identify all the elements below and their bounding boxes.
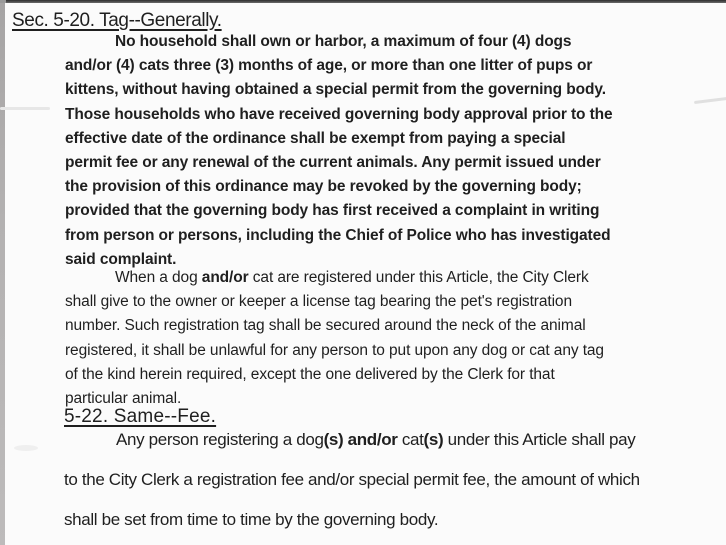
text-segment: of the kind herein required, except the one delivered by the Clerk for that — [65, 365, 555, 383]
text-segment: particular animal. — [65, 389, 182, 407]
bold-text-segment: (s) — [423, 430, 444, 449]
scan-streak-right — [694, 97, 726, 104]
paragraph-license-tag — [65, 266, 604, 411]
text-line — [65, 54, 613, 78]
text-segment: shall be set from time to time by the governing body. — [64, 510, 439, 529]
scan-edge-top — [6, 0, 726, 3]
text-line — [65, 199, 613, 223]
text-line — [65, 103, 613, 127]
text-segment: Any person registering a dog — [116, 430, 324, 449]
text-segment: kittens, without having obtained a special permit from the governing body. — [65, 81, 606, 99]
text-line — [65, 224, 613, 248]
text-segment: permit fee or any renewal of the current animals. Any permit issued under — [65, 153, 601, 171]
text-line — [64, 420, 640, 460]
text-line — [64, 500, 640, 540]
text-line — [65, 314, 604, 338]
text-line — [65, 78, 613, 102]
text-segment: from person or persons, including the Chief of Police who has investigated — [65, 226, 611, 244]
section-heading-tag-generally: Sec. 5-20. Tag--Generally. — [12, 10, 222, 31]
text-line — [65, 363, 604, 387]
text-line — [65, 175, 613, 199]
paragraph-registration-fee — [64, 420, 640, 540]
text-line — [65, 30, 613, 54]
paragraph-permit-rules — [65, 30, 613, 272]
text-line — [65, 266, 604, 290]
text-segment: number. Such registration tag shall be secured around the neck of the animal — [65, 317, 586, 335]
text-segment: cat — [397, 430, 424, 449]
text-line — [65, 151, 613, 175]
text-line — [65, 339, 604, 363]
bold-text-segment: (s) — [323, 430, 344, 449]
text-segment: When a dog — [115, 269, 202, 286]
text-segment: under this Article shall pay — [443, 430, 636, 449]
bold-text-segment: and/or — [201, 269, 249, 286]
text-segment: said complaint. — [65, 250, 177, 268]
text-segment: the provision of this ordinance may be revoked by the governing body; — [65, 178, 582, 196]
text-line — [65, 127, 613, 151]
text-segment: provided that the governing body has first received a complaint in writing — [65, 202, 600, 220]
text-segment: shall give to the owner or keeper a license tag bearing the pet's registration — [65, 293, 572, 311]
text-segment: and/or (4) cats three (3) months of age, or more than one litter of pups or — [65, 57, 593, 75]
text-segment: No household shall own or harbor, a maximum of four (4) dogs — [115, 33, 572, 50]
text-line — [64, 460, 640, 500]
text-segment: to the City Clerk a registration fee and/or special permit fee, the amount of which — [64, 470, 640, 489]
section-heading-same-fee: 5-22. Same--Fee. — [64, 406, 217, 427]
text-segment: effective date of the ordinance shall be exempt from paying a special — [65, 129, 566, 147]
text-segment: cat are registered under this Article, the City Clerk — [248, 269, 589, 286]
scan-edge-left-strip — [0, 3, 5, 545]
text-line — [65, 290, 604, 314]
bold-text-segment: and/or — [347, 430, 398, 449]
scan-smudge — [14, 445, 38, 451]
scan-streak-left — [0, 107, 50, 110]
text-segment: registered, it shall be unlawful for any person to put upon any dog or cat any tag — [65, 341, 604, 359]
text-segment: Those households who have received governing body approval prior to the — [65, 105, 613, 123]
